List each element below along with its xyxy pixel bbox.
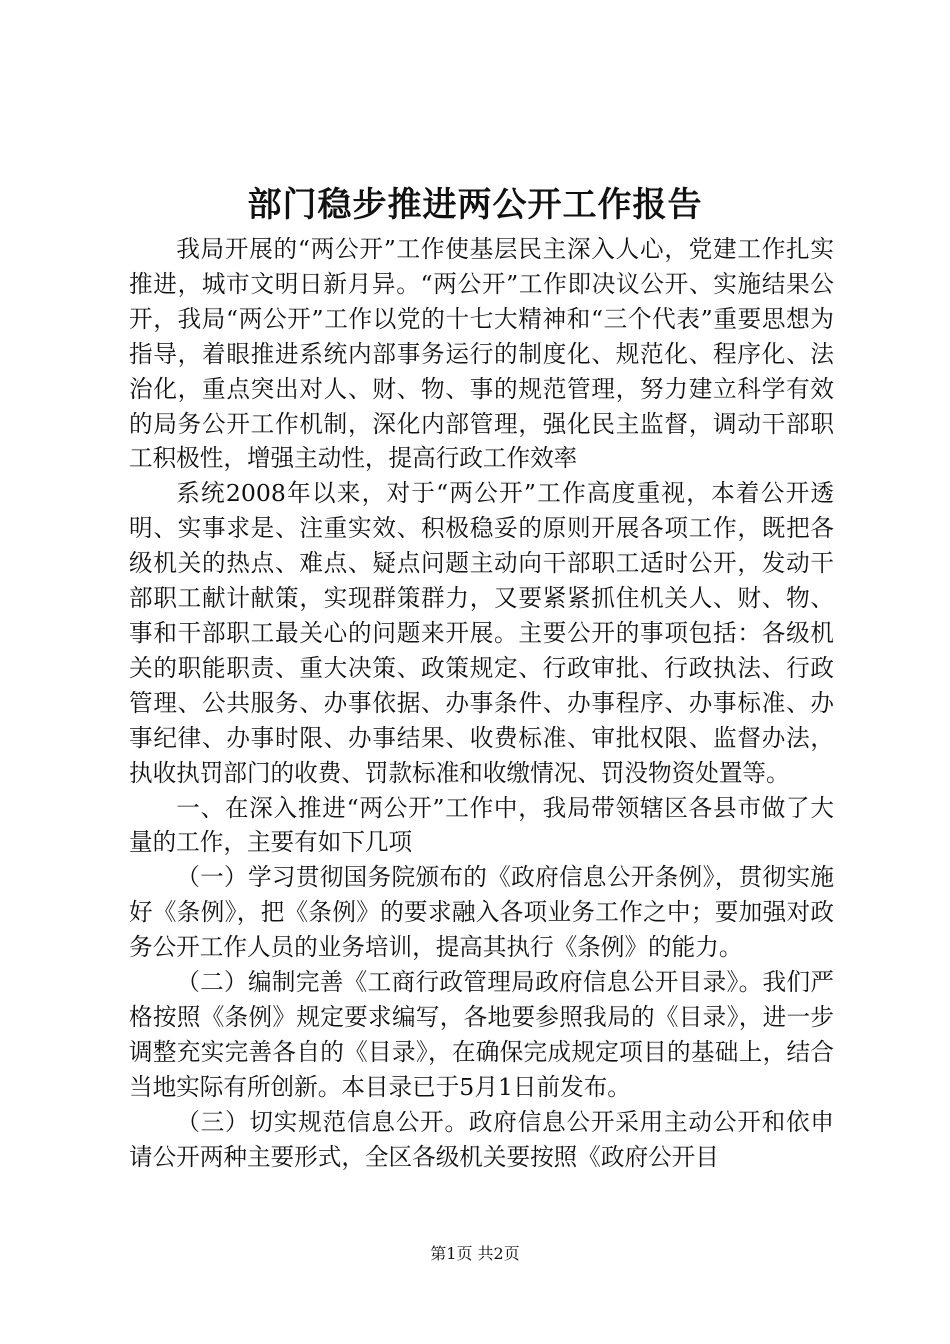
paragraph-item-three: （三）切实规范信息公开。政府信息公开采用主动公开和依申请公开两种主要形式，全区各级机关要按照《政府公开目 xyxy=(129,1107,834,1171)
paragraph-item-two: （二）编制完善《工商行政管理局政府信息公开目录》。我们严格按照《条例》规定要求编写，各地要参照我局的《目录》，进一步调整充实完善各自的《目录》，在确保完成规定项目的基础上，结合当地实际有所创新。本目录已于5月1日前发布。 xyxy=(129,968,834,1101)
paragraph-item-one: （一）学习贯彻国务院颁布的《政府信息公开条例》，贯彻实施好《条例》，把《条例》的要求融入各项业务工作之中；要加强对政务公开工作人员的业务培训，提高其执行《条例》的能力。 xyxy=(129,863,834,962)
paragraph-scope: 系统2008年以来，对于“两公开”工作高度重视，本着公开透明、实事求是、注重实效、积极稳妥的原则开展各项工作，既把各级机关的热点、难点、疑点问题主动向干部职工适时公开，发动干部职工献计献策，实现群策群力，又要紧紧抓住机关人、财、物、事和干部职工最关心的问题来开展。主要公开的事项包括：各级机关的职能职责、重大决策、政策规定、行政审批、行政执法、行政管理、公共服务、办事依据、办事条件、办事程序、办事标准、办事纪律、办事时限、办事结果、收费标准、审批权限、监督办法，执收执罚部门的收费、罚款标准和收缴情况、罚没物资处置等。 xyxy=(129,479,834,787)
document-title: 部门稳步推进两公开工作报告 xyxy=(247,185,703,225)
document-body xyxy=(129,232,834,1174)
paragraph-section-one: 一、在深入推进“两公开”工作中，我局带领辖区各县市做了大量的工作，主要有如下几项 xyxy=(129,793,834,857)
paragraph-intro: 我局开展的“两公开”工作使基层民主深入人心，党建工作扎实推进，城市文明日新月异。“两公开”工作即决议公开、实施结果公开，我局“两公开”工作以党的十七大精神和“三个代表”重要思想为指导，着眼推进系统内部事务运行的制度化、规范化、程序化、法治化，重点突出对人、财、物、事的规范管理，努力建立科学有效的局务公开工作机制，深化内部管理，强化民主监督，调动干部职工积极性，增强主动性，提高行政工作效率 xyxy=(129,235,834,473)
page-number-footer: 第1页 共2页 xyxy=(430,1244,520,1263)
